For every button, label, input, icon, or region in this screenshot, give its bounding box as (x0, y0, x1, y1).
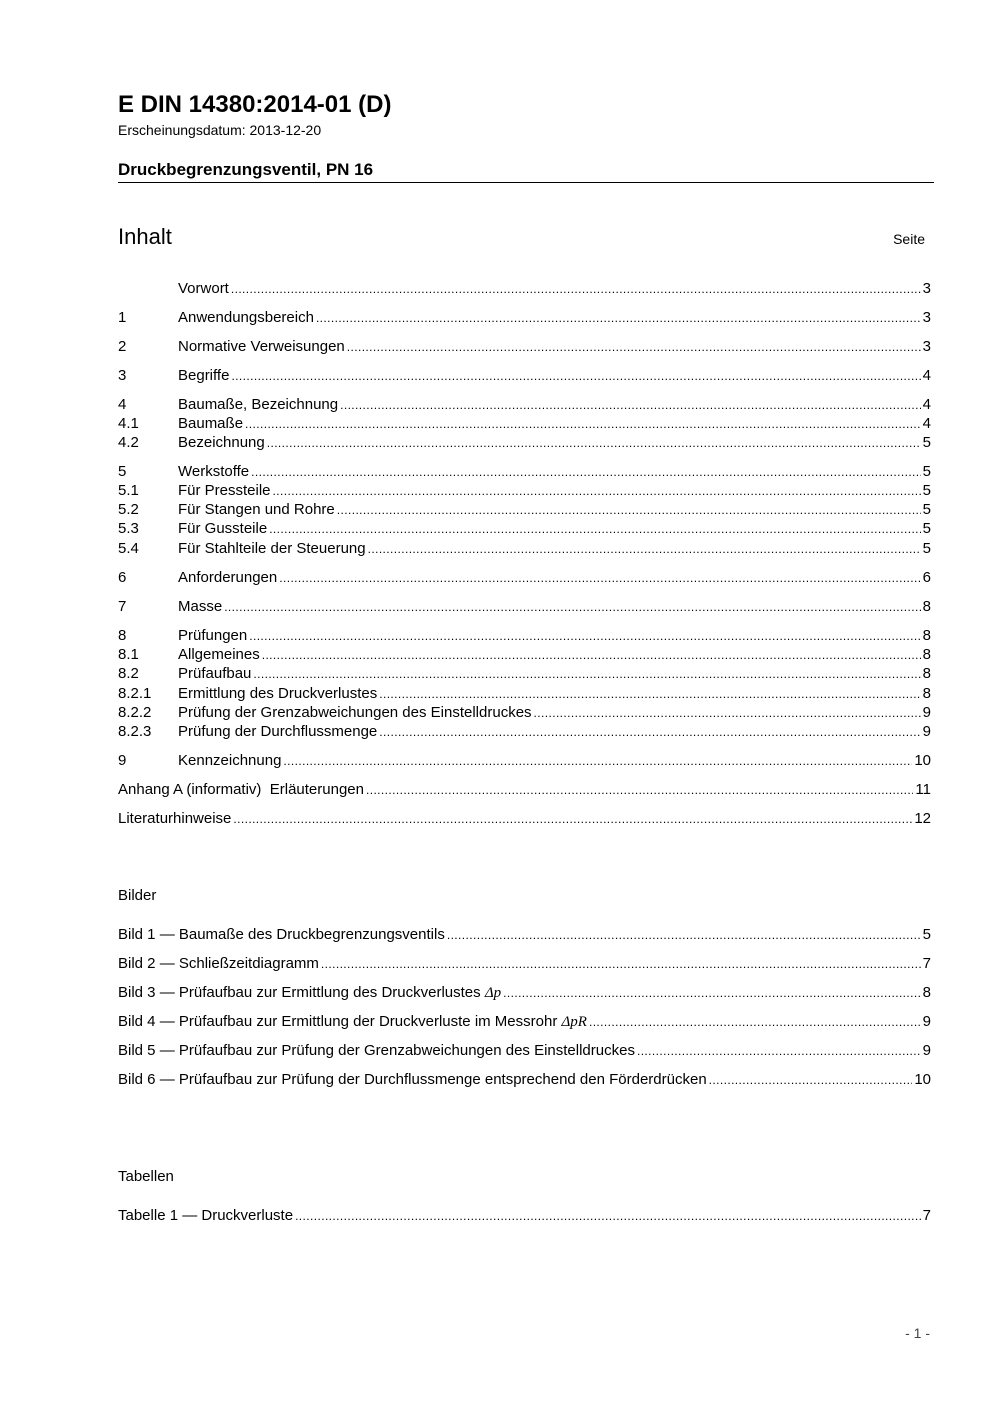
figure-entry[interactable] (118, 1012, 931, 1032)
document-title: Druckbegrenzungsventil, PN 16 (118, 160, 374, 179)
toc-entry-number: 4.1 (118, 415, 139, 432)
dot-leader (267, 433, 921, 453)
toc-entry-number: 4.2 (118, 434, 139, 451)
figure-entry-title: Bild 3 — Prüfaufbau zur Ermittlung des Druckverlustes (118, 984, 485, 1001)
toc-entry-title: Prüfungen (178, 627, 248, 644)
toc-entry-number: 2 (118, 338, 127, 355)
toc-entry-title: Für Pressteile (178, 482, 271, 499)
toc-entry[interactable] (118, 664, 931, 684)
toc-entry[interactable] (118, 308, 931, 328)
dot-leader (316, 308, 921, 328)
toc-entry-page: 5 (922, 520, 931, 537)
toc-entry-page: 8 (922, 685, 931, 702)
toc-entry-number: 8.2.3 (118, 723, 152, 740)
toc-entry[interactable] (118, 539, 931, 559)
toc-entry-title: Allgemeines (178, 646, 260, 663)
toc-entry-page: 3 (922, 338, 931, 355)
dot-leader (231, 279, 921, 299)
dot-leader (366, 780, 913, 800)
formula-symbol: Δp (484, 985, 502, 1001)
dot-leader (245, 414, 921, 434)
figure-entry[interactable] (118, 925, 931, 945)
toc-entry-number: 4 (118, 396, 127, 413)
publication-date: Erscheinungsdatum: 2013-12-20 (118, 122, 322, 138)
toc-entry-page: 8 (922, 665, 931, 682)
toc-entry-title: Für Stahlteile der Steuerung (178, 540, 366, 557)
toc-entry-title: Baumaße, Bezeichnung (178, 396, 339, 413)
dot-leader (253, 664, 920, 684)
toc-entry-page: 3 (922, 309, 931, 326)
toc-entry-title: Anhang A (informativ) Erläuterungen (118, 781, 364, 798)
dot-leader (231, 366, 920, 386)
figures-heading: Bilder (118, 887, 157, 904)
toc-entry-number: 9 (118, 752, 127, 769)
toc-entry-page: 9 (922, 723, 931, 740)
toc-entry-number: 8.2.1 (118, 685, 152, 702)
dot-leader (379, 722, 920, 742)
toc-entry-title: Kennzeichnung (178, 752, 282, 769)
toc-heading: Inhalt (118, 224, 172, 249)
toc-entry[interactable] (118, 597, 931, 617)
dot-leader (589, 1012, 921, 1032)
table-entry[interactable] (118, 1206, 931, 1226)
toc-entry-page: 9 (922, 704, 931, 721)
toc-entry-title: Werkstoffe (178, 463, 250, 480)
toc-entry-page: 5 (922, 482, 931, 499)
toc-entry[interactable] (118, 366, 931, 386)
toc-entry-title: Für Stangen und Rohre (178, 501, 335, 518)
figure-entry-page: 8 (922, 984, 931, 1001)
dot-leader (273, 481, 921, 501)
toc-entry[interactable] (118, 395, 931, 415)
toc-entry-page: 6 (922, 569, 931, 586)
toc-entry-page: 5 (922, 501, 931, 518)
toc-entry-number: 5.1 (118, 482, 139, 499)
toc-entry-number: 1 (118, 309, 127, 326)
toc-entry[interactable] (118, 481, 931, 501)
toc-entry[interactable] (118, 568, 931, 588)
tables-heading: Tabellen (118, 1168, 174, 1185)
toc-entry-title: Bezeichnung (178, 434, 265, 451)
toc-entry-page: 8 (922, 598, 931, 615)
toc-entry-number: 8.2 (118, 665, 139, 682)
toc-entry-title: Anforderungen (178, 569, 278, 586)
toc-entry-page: 3 (922, 280, 931, 297)
figure-entry[interactable] (118, 954, 931, 974)
dot-leader (224, 597, 920, 617)
figure-entry-page: 7 (922, 955, 931, 972)
figure-entry-title: Bild 1 — Baumaße des Druckbegrenzungsventils (118, 926, 445, 943)
page-column-label: Seite (893, 231, 925, 247)
toc-entry-title: Masse (178, 598, 223, 615)
dot-leader (347, 337, 921, 357)
toc-entry-page: 5 (922, 463, 931, 480)
toc-entry-page: 5 (922, 434, 931, 451)
toc-entry[interactable] (118, 703, 931, 723)
toc-entry-annex[interactable] (118, 780, 931, 800)
dot-leader (368, 539, 921, 559)
toc-entry[interactable] (118, 519, 931, 539)
dot-leader (251, 462, 921, 482)
toc-entry-number: 3 (118, 367, 127, 384)
toc-entry[interactable] (118, 462, 931, 482)
dot-leader (379, 684, 920, 704)
toc-entry[interactable] (118, 722, 931, 742)
figure-entry[interactable] (118, 1041, 931, 1061)
dot-leader (503, 983, 921, 1003)
figure-entry[interactable] (118, 983, 931, 1003)
dot-leader (337, 500, 921, 520)
toc-entry-title: Baumaße (178, 415, 244, 432)
toc-entry-number: 8.1 (118, 646, 139, 663)
figure-entry-title: Bild 4 — Prüfaufbau zur Ermittlung der Druckverluste im Messrohr (118, 1013, 562, 1030)
toc-entry-number: 7 (118, 598, 127, 615)
toc-entry-page: 11 (915, 781, 931, 798)
toc-entry-title: Vorwort (178, 280, 229, 297)
toc-entry[interactable] (118, 433, 931, 453)
dot-leader (249, 626, 920, 646)
dot-leader (340, 395, 921, 415)
toc-entry-number: 6 (118, 569, 127, 586)
toc-entry-page: 12 (914, 810, 931, 827)
dot-leader (279, 568, 920, 588)
toc-entry[interactable] (118, 337, 931, 357)
toc-entry-number: 5.4 (118, 540, 139, 557)
figure-entry[interactable] (118, 1070, 931, 1090)
header-divider (118, 182, 934, 183)
toc-entry-title: Anwendungsbereich (178, 309, 314, 326)
page-number: - 1 - (905, 1325, 930, 1341)
dot-leader (262, 645, 921, 665)
toc-entry[interactable] (118, 645, 931, 665)
toc-entry-number: 5.2 (118, 501, 139, 518)
dot-leader (637, 1041, 921, 1061)
dot-leader (447, 925, 921, 945)
document-id: E DIN 14380:2014-01 (D) (118, 91, 392, 118)
toc-entry-title: Ermittlung des Druckverlustes (178, 685, 378, 702)
figure-entry-page: 10 (914, 1071, 931, 1088)
toc-entry[interactable] (118, 751, 931, 771)
toc-entry-number: 8.2.2 (118, 704, 152, 721)
table-entry-title: Tabelle 1 — Druckverluste (118, 1207, 294, 1224)
toc-entry-page: 5 (922, 540, 931, 557)
figure-entry-title: Bild 2 — Schließzeitdiagramm (118, 955, 319, 972)
toc-entry-number: 5 (118, 463, 127, 480)
toc-entry[interactable] (118, 414, 931, 434)
figure-entry-title: Bild 5 — Prüfaufbau zur Prüfung der Grenzabweichungen des Einstelldruckes (118, 1042, 635, 1059)
toc-entry[interactable] (118, 500, 931, 520)
toc-entry-title: Prüfaufbau (178, 665, 252, 682)
dot-leader (269, 519, 920, 539)
figure-entry-page: 9 (922, 1042, 931, 1059)
figure-entry-page: 5 (922, 926, 931, 943)
toc-entry-title: Begriffe (178, 367, 230, 384)
toc-entry-title: Für Gussteile (178, 520, 268, 537)
toc-entry-title: Prüfung der Grenzabweichungen des Einstelldruckes (178, 704, 532, 721)
toc-entry-number: 5.3 (118, 520, 139, 537)
toc-entry-title: Prüfung der Durchflussmenge (178, 723, 378, 740)
toc-entry[interactable] (118, 626, 931, 646)
dot-leader (233, 809, 912, 829)
toc-entry-title: Normative Verweisungen (178, 338, 345, 355)
dot-leader (283, 751, 912, 771)
toc-entry-number: 8 (118, 627, 127, 644)
toc-entry-page: 4 (922, 415, 931, 432)
toc-entry-page: 10 (914, 752, 931, 769)
dot-leader (321, 954, 921, 974)
toc-entry[interactable] (118, 684, 931, 704)
figure-entry-title: Bild 6 — Prüfaufbau zur Prüfung der Durchflussmenge entsprechend den Förderdrücken (118, 1071, 707, 1088)
toc-entry-page: 4 (922, 367, 931, 384)
toc-entry-page: 8 (922, 627, 931, 644)
table-entry-page: 7 (922, 1207, 931, 1224)
toc-entry-page: 8 (922, 646, 931, 663)
dot-leader (709, 1070, 913, 1090)
toc-entry-title: Literaturhinweise (118, 810, 232, 827)
toc-entry[interactable] (118, 279, 931, 299)
toc-entry-page: 4 (922, 396, 931, 413)
toc-entry-bibliography[interactable] (118, 809, 931, 829)
formula-symbol: ΔpR (561, 1014, 587, 1030)
figure-entry-page: 9 (922, 1013, 931, 1030)
dot-leader (534, 703, 921, 723)
dot-leader (295, 1206, 921, 1226)
